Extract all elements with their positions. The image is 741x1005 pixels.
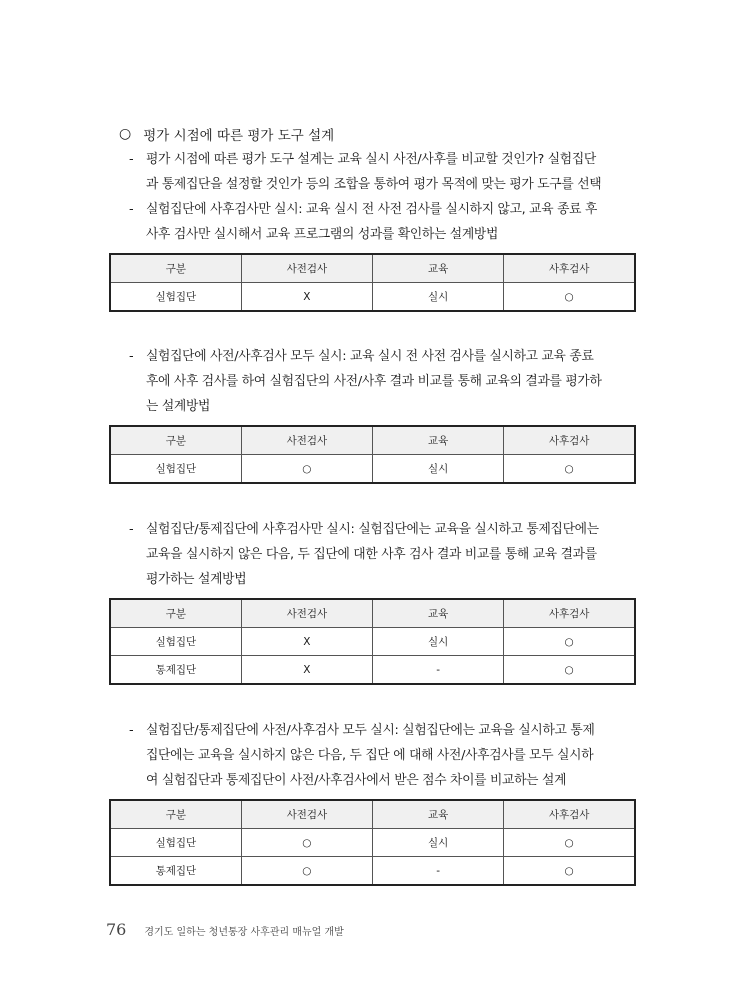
table-cell: ○ xyxy=(504,656,635,685)
header-cell: 사후검사 xyxy=(504,426,635,455)
table-header-row xyxy=(110,426,635,455)
table-cell: 실험집단 xyxy=(110,283,241,312)
paragraph-line: 여 실험집단과 통제집단이 사전/사후검사에서 받은 점수 차이를 비교하는 설계 xyxy=(146,773,567,788)
paragraph-line: 사후 검사만 실시해서 교육 프로그램의 성과를 확인하는 설계방법 xyxy=(146,227,499,242)
header-cell: 사전검사 xyxy=(241,599,372,628)
table-cell: 통제집단 xyxy=(110,656,241,685)
table-cell: ○ xyxy=(504,455,635,484)
header-cell: 교육 xyxy=(373,254,504,283)
header-cell: 사후검사 xyxy=(504,800,635,829)
dash-bullet: - xyxy=(129,723,134,738)
header-cell: 구분 xyxy=(110,599,241,628)
design-4-table xyxy=(109,799,636,886)
table-cell: ○ xyxy=(504,829,635,857)
design-4-paragraph xyxy=(129,718,639,793)
header-cell: 구분 xyxy=(110,426,241,455)
section-heading-text: 평가 시점에 따른 평가 도구 설계 xyxy=(143,128,335,144)
paragraph-line: 교육을 실시하지 않은 다음, 두 집단에 대한 사후 검사 결과 비교를 통해 교육 결과를 xyxy=(146,547,597,562)
document-title: 경기도 일하는 청년통장 사후관리 매뉴얼 개발 xyxy=(144,927,344,938)
design-2-paragraph xyxy=(129,344,639,419)
table-cell: 실시 xyxy=(373,455,504,484)
table-row xyxy=(110,628,635,656)
header-cell: 구분 xyxy=(110,254,241,283)
paragraph-line: 실험집단에 사전/사후검사 모두 실시: 교육 실시 전 사전 검사를 실시하고 교육 종료 xyxy=(146,349,594,364)
table-cell: ○ xyxy=(241,455,372,484)
design-1-paragraph xyxy=(129,197,639,247)
table-cell: 실시 xyxy=(373,628,504,656)
header-cell: 사후검사 xyxy=(504,599,635,628)
table-cell: ○ xyxy=(241,829,372,857)
paragraph-line: 실험집단/통제집단에 사전/사후검사 모두 실시: 실험집단에는 교육을 실시하고 통제 xyxy=(146,723,595,738)
design-3-table xyxy=(109,598,636,685)
header-cell: 사전검사 xyxy=(241,426,372,455)
intro-paragraph xyxy=(129,147,639,197)
table-cell: X xyxy=(241,283,372,312)
paragraph-line: 평가하는 설계방법 xyxy=(146,572,247,587)
paragraph-line: 실험집단/통제집단에 사후검사만 실시: 실험집단에는 교육을 실시하고 통제집단에는 xyxy=(146,522,599,537)
header-cell: 사전검사 xyxy=(241,254,372,283)
table-header-row xyxy=(110,254,635,283)
design-2-table xyxy=(109,425,636,484)
header-cell: 사전검사 xyxy=(241,800,372,829)
header-cell: 교육 xyxy=(373,800,504,829)
design-3-paragraph xyxy=(129,517,639,592)
paragraph-line: 과 통제집단을 설정할 것인가 등의 조합을 통하여 평가 목적에 맞는 평가 도구를 선택 xyxy=(146,177,602,192)
table-row xyxy=(110,455,635,484)
page-footer xyxy=(106,920,344,939)
page-number: 76 xyxy=(106,920,127,939)
table-cell: 실시 xyxy=(373,283,504,312)
table-cell: 실시 xyxy=(373,829,504,857)
dash-bullet: - xyxy=(129,202,134,217)
table-cell: 실험집단 xyxy=(110,628,241,656)
table-cell: ○ xyxy=(504,628,635,656)
table-row xyxy=(110,829,635,857)
table-row xyxy=(110,283,635,312)
paragraph-line: 후에 사후 검사를 하여 실험집단의 사전/사후 결과 비교를 통해 교육의 결과를 평가하 xyxy=(146,374,602,389)
table-cell: X xyxy=(241,656,372,685)
table-header-row xyxy=(110,599,635,628)
table-cell: 실험집단 xyxy=(110,829,241,857)
header-cell: 구분 xyxy=(110,800,241,829)
table-cell: X xyxy=(241,628,372,656)
paragraph-line: 는 설계방법 xyxy=(146,399,211,414)
dash-bullet: - xyxy=(129,152,134,167)
dash-bullet: - xyxy=(129,522,134,537)
design-1-table xyxy=(109,253,636,312)
table-cell: 통제집단 xyxy=(110,857,241,886)
paragraph-line: 집단에는 교육을 실시하지 않은 다음, 두 집단 에 대해 사전/사후검사를 모두 실시하 xyxy=(146,748,594,763)
paragraph-line: 평가 시점에 따른 평가 도구 설계는 교육 실시 사전/사후를 비교할 것인가? 실험집단 xyxy=(146,152,596,167)
table-cell: ○ xyxy=(504,283,635,312)
paragraph-line: 실험집단에 사후검사만 실시: 교육 실시 전 사전 검사를 실시하지 않고, 교육 종료 후 xyxy=(146,202,598,217)
table-cell: - xyxy=(373,857,504,886)
table-row xyxy=(110,656,635,685)
table-header-row xyxy=(110,800,635,829)
circle-bullet-icon: ○ xyxy=(119,126,132,142)
header-cell: 교육 xyxy=(373,426,504,455)
table-cell: - xyxy=(373,656,504,685)
table-row xyxy=(110,857,635,886)
section-heading xyxy=(119,124,334,144)
header-cell: 교육 xyxy=(373,599,504,628)
table-cell: ○ xyxy=(241,857,372,886)
dash-bullet: - xyxy=(129,349,134,364)
table-cell: 실험집단 xyxy=(110,455,241,484)
header-cell: 사후검사 xyxy=(504,254,635,283)
table-cell: ○ xyxy=(504,857,635,886)
